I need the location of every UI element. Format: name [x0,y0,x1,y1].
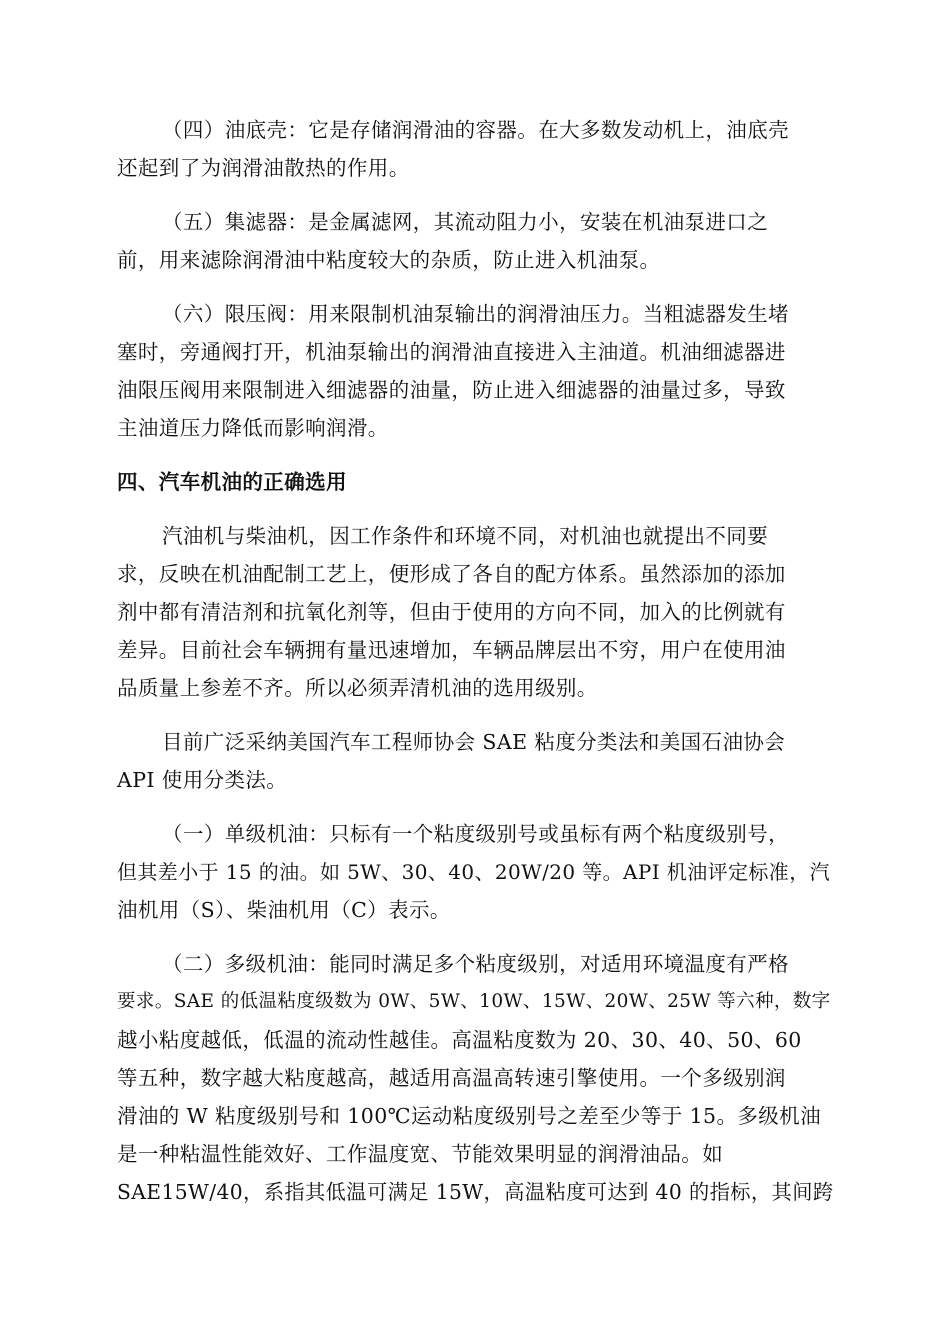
paragraph-relief-valve-line-4: 主油道压力降低而影响润滑。 [117,416,389,440]
paragraph-single-grade-line-3: 油机用（S）、柴油机用（C）表示。 [117,898,451,922]
paragraph-single-grade-line-1: （一）单级机油：只标有一个粘度级别号或虽标有两个粘度级别号， [162,822,789,846]
paragraph-multi-grade-line-4: 等五种，数字越大粘度越高，越适用高温高转速引擎使用。一个多级别润 [117,1066,786,1090]
paragraph-strainer-line-1: （五）集滤器：是金属滤网，其流动阻力小，安装在机油泵进口之 [162,210,769,234]
paragraph-single-grade-line-2: 但其差小于 15 的油。如 5W、30、40、20W/20 等。API 机油评定标准，汽 [117,860,831,884]
paragraph-relief-valve-line-1: （六）限压阀：用来限制机油泵输出的润滑油压力。当粗滤器发生堵 [162,302,789,326]
paragraph-oil-pan-line-1: （四）油底壳：它是存储润滑油的容器。在大多数发动机上，油底壳 [162,118,789,142]
paragraph-selection-line-3: 剂中都有清洁剂和抗氧化剂等，但由于使用的方向不同，加入的比例就有 [117,600,786,624]
paragraph-selection-line-5: 品质量上参差不齐。所以必须弄清机油的选用级别。 [117,676,598,700]
section-heading: 四、汽车机油的正确选用 [117,470,347,494]
paragraph-multi-grade-line-3: 越小粘度越低，低温的流动性越佳。高温粘度数为 20、30、40、50、60 [117,1028,802,1052]
paragraph-multi-grade-line-6: 是一种粘温性能效好、工作温度宽、节能效果明显的润滑油品。如 [117,1142,724,1166]
paragraph-multi-grade-line-1: （二）多级机油：能同时满足多个粘度级别，对适用环境温度有严格 [162,952,789,976]
paragraph-multi-grade-line-2: 要求。SAE 的低温粘度级数为 0W、5W、10W、15W、20W、25W 等六种，数字 [117,991,831,1012]
paragraph-strainer-line-2: 前，用来滤除润滑油中粘度较大的杂质，防止进入机油泵。 [117,248,661,272]
paragraph-relief-valve-line-2: 塞时，旁通阀打开，机油泵输出的润滑油直接进入主油道。机油细滤器进 [117,340,786,364]
paragraph-classification-line-2: API 使用分类法。 [117,768,288,792]
paragraph-relief-valve-line-3: 油限压阀用来限制进入细滤器的油量，防止进入细滤器的油量过多，导致 [117,378,786,402]
paragraph-oil-pan-line-2: 还起到了为润滑油散热的作用。 [117,156,410,180]
paragraph-multi-grade-line-7: SAE15W/40，系指其低温可满足 15W，高温粘度可达到 40 的指标，其间跨 [117,1180,834,1204]
paragraph-multi-grade-line-5: 滑油的 W 粘度级别号和 100℃运动粘度级别号之差至少等于 15。多级机油 [117,1104,821,1128]
paragraph-selection-line-4: 差异。目前社会车辆拥有量迅速增加，车辆品牌层出不穷，用户在使用油 [117,638,786,662]
paragraph-selection-line-2: 求，反映在机油配制工艺上，便形成了各自的配方体系。虽然添加的添加 [117,562,786,586]
paragraph-selection-line-1: 汽油机与柴油机，因工作条件和环境不同，对机油也就提出不同要 [162,524,769,548]
paragraph-classification-line-1: 目前广泛采纳美国汽车工程师协会 SAE 粘度分类法和美国石油协会 [162,730,786,754]
